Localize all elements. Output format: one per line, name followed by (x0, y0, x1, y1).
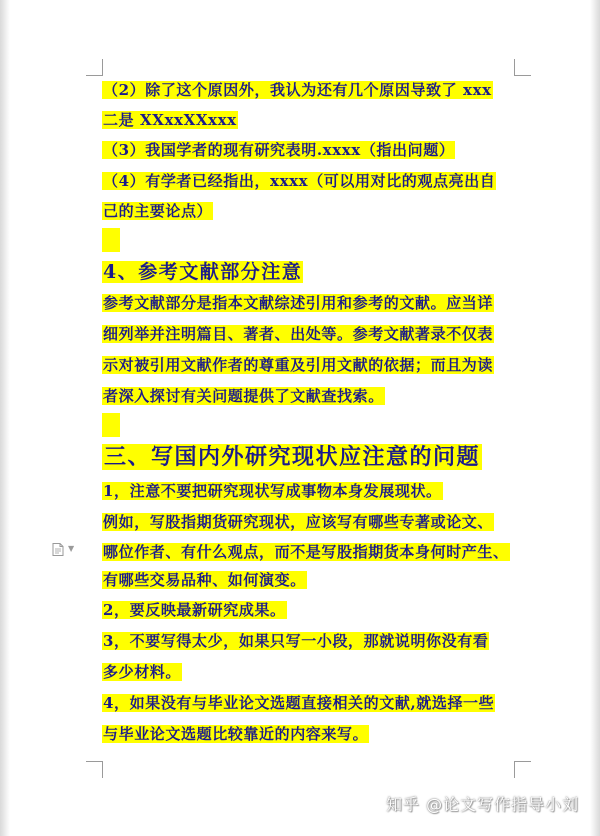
page-shadow-right (590, 0, 600, 836)
margin-corner-top-right (514, 59, 531, 76)
paragraph-line (102, 598, 287, 622)
line-text: 2，要反映最新研究成果。 (103, 601, 286, 619)
line-text: 细列举并注明篇目、著者、出处等。参考文献著录不仅表 (103, 325, 494, 343)
text-line (102, 169, 496, 193)
line-text: 例如，写股指期货研究现状，应该写有哪些专著或论文、 (103, 513, 494, 531)
paragraph-line (102, 722, 369, 746)
section-heading (102, 258, 303, 286)
blank-highlight (102, 413, 120, 437)
paragraph-line (102, 660, 182, 684)
text-line (102, 138, 455, 162)
paragraph-line (102, 510, 494, 534)
text-line (102, 78, 493, 102)
chevron-down-icon[interactable]: ▼ (68, 544, 75, 553)
paragraph-line (102, 291, 494, 315)
line-text: 哪位作者、有什么观点，而不是写股指期货本身何时产生、 (103, 543, 509, 561)
paragraph-line (102, 353, 494, 377)
paragraph-line (102, 540, 510, 564)
paragraph-line (102, 629, 489, 653)
paragraph-line (102, 322, 494, 346)
line-text: 参考文献部分是指本文献综述引用和参考的文献。应当详 (103, 294, 494, 312)
line-text: 与毕业论文选题比较靠近的内容来写。 (103, 725, 369, 743)
margin-corner-bottom-right (514, 761, 531, 778)
text-line (102, 199, 213, 223)
line-text: 4，如果没有与毕业论文选题直接相关的文献,就选择一些 (103, 694, 495, 712)
line-text: （4）有学者已经指出，xxxx（可以用对比的观点亮出自 (103, 172, 496, 190)
paragraph-line (102, 384, 385, 408)
blank-highlight (102, 228, 120, 252)
heading-text: 三、写国内外研究现状应注意的问题 (104, 444, 481, 470)
line-text: 二是 XXxxXXxxx (103, 111, 237, 129)
line-text: 1，注意不要把研究现状写成事物本身发展现状。 (103, 482, 442, 500)
line-text: 有哪些交易品种、如何演变。 (103, 571, 306, 589)
line-text: 3，不要写得太少，如果只写一小段，那就说明你没有看 (103, 632, 489, 650)
paragraph-line (102, 691, 495, 715)
line-text: （3）我国学者的现有研究表明.xxxx（指出问题） (103, 141, 455, 159)
margin-corner-bottom-left (86, 761, 103, 778)
paragraph-line (102, 568, 307, 592)
line-text: 多少材料。 (103, 663, 182, 681)
paragraph-line (102, 479, 443, 503)
line-text: 者深入探讨有关问题提供了文献查找索。 (103, 387, 384, 405)
heading-text: 4、参考文献部分注意 (103, 261, 303, 283)
document-icon[interactable] (52, 543, 64, 556)
chapter-heading (102, 442, 482, 472)
watermark: 知乎 @论文写作指导小刘 (386, 795, 580, 814)
line-text: 己的主要论点） (103, 202, 213, 220)
line-text: （2）除了这个原因外，我认为还有几个原因导致了 xxx (103, 81, 492, 99)
page-shadow-left (0, 0, 10, 836)
margin-corner-top-left (86, 59, 103, 76)
line-text: 示对被引用文献作者的尊重及引用文献的依据；而且为读 (103, 356, 494, 374)
text-line (102, 108, 238, 132)
